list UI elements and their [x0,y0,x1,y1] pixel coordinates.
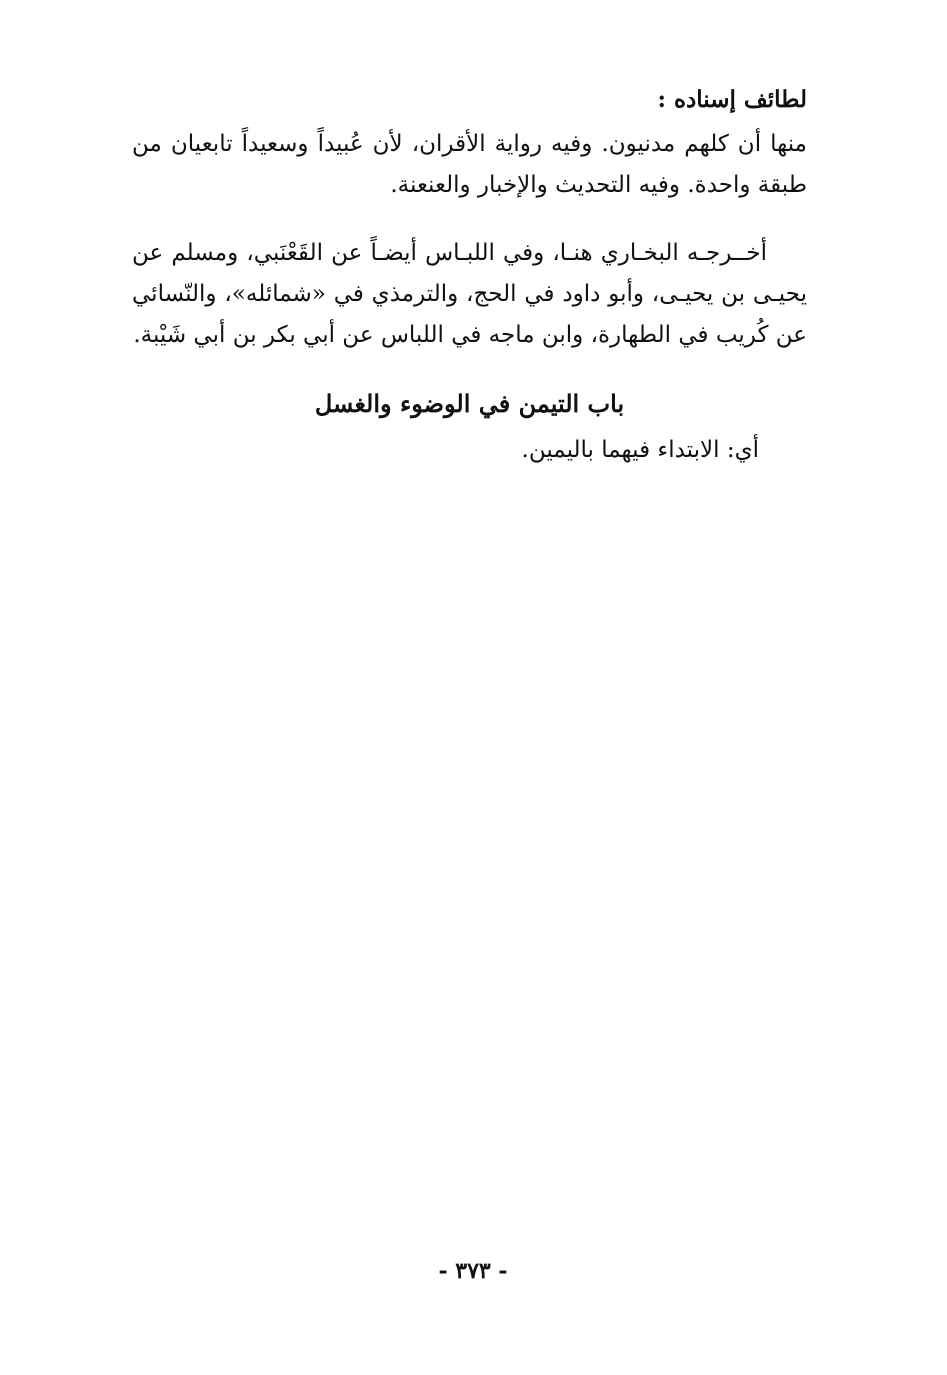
section-heading: لطائف إسناده : [657,86,807,113]
chapter-title: باب التيمن في الوضوء والغسل [314,389,625,418]
paragraph-isnad-notes: منها أن كلهم مدنيون. وفيه رواية الأقران، لأن عُبيداً وسعيداً تابعيان من طبقة واحدة. وفيه التحديث والإخبار والعنعنة. [132,131,807,198]
page-number: - ٣٧٣ - [438,1258,508,1284]
paragraph-takhrij: أخــرجـه البخـاري هنـا، وفي اللبـاس أيضـاً عن القَعْنَبي، ومسلم عن يحيـى بن يحيـى، وأبو داود في الحج، والترمذي في «شمائله»، والنّسائي عن كُريب في الطهارة، وابن ماجه في اللباس عن أبي بكر بن أبي شَيْبة. [132,240,807,348]
chapter-description: أي: الابتداء فيهما باليمين. [521,437,759,463]
